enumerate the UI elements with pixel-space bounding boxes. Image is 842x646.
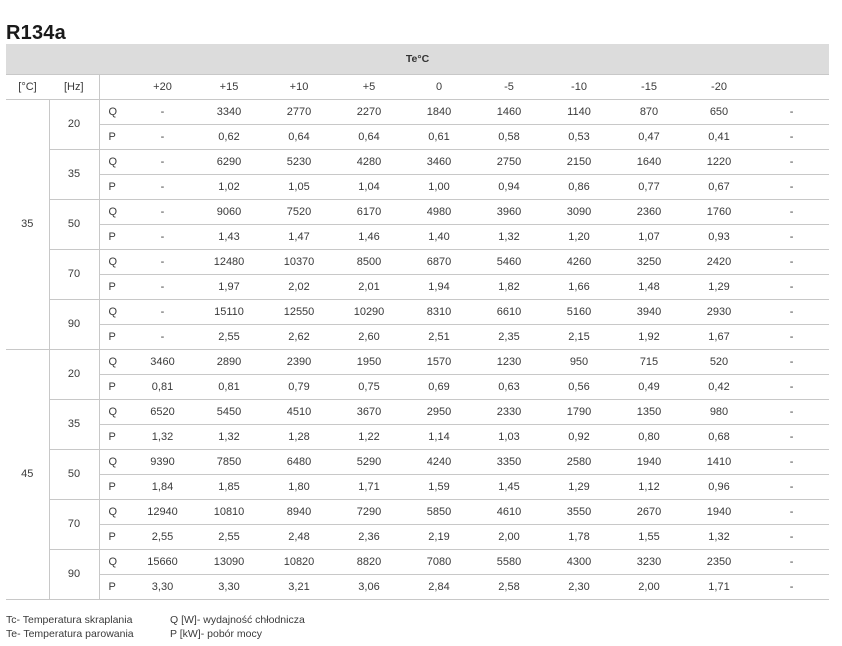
table-row	[6, 175, 829, 200]
value-cell: 3340	[194, 100, 264, 125]
value-cell: 3460	[404, 150, 474, 175]
value-cell: 8940	[264, 500, 334, 525]
value-type-cell: P	[99, 375, 131, 400]
table-row	[6, 475, 829, 500]
value-cell: 5290	[334, 450, 404, 475]
value-cell: 2930	[684, 300, 754, 325]
value-cell: 4300	[544, 550, 614, 575]
value-cell: 0,81	[194, 375, 264, 400]
table-row	[6, 525, 829, 550]
te-header: Te°C	[6, 44, 829, 75]
table-row	[6, 200, 829, 225]
value-cell: 1,05	[264, 175, 334, 200]
value-type-cell: P	[99, 575, 131, 600]
value-cell: 2580	[544, 450, 614, 475]
value-cell: 10810	[194, 500, 264, 525]
tc-unit-header: [°C]	[6, 75, 49, 100]
value-cell: 8500	[334, 250, 404, 275]
table-row	[6, 350, 829, 375]
te-col-header: +15	[194, 75, 264, 100]
value-cell: 1,59	[404, 475, 474, 500]
value-cell: 1350	[614, 400, 684, 425]
value-cell: 0,68	[684, 425, 754, 450]
value-cell: 0,63	[474, 375, 544, 400]
value-cell: 6290	[194, 150, 264, 175]
value-cell: 950	[544, 350, 614, 375]
value-cell: 0,42	[684, 375, 754, 400]
value-cell: 7850	[194, 450, 264, 475]
value-cell: 980	[684, 400, 754, 425]
value-cell: 0,64	[264, 125, 334, 150]
hz-cell: 70	[49, 250, 99, 300]
legend-p: P [kW]- pobór mocy	[170, 628, 262, 640]
table-row	[6, 500, 829, 525]
value-type-cell: P	[99, 225, 131, 250]
value-cell: 2,51	[404, 325, 474, 350]
value-cell: 0,64	[334, 125, 404, 150]
value-cell: -	[754, 575, 829, 600]
te-col-header: -15	[614, 75, 684, 100]
value-type-cell: P	[99, 425, 131, 450]
value-cell: 1,84	[131, 475, 194, 500]
value-type-cell: Q	[99, 150, 131, 175]
value-cell: 6480	[264, 450, 334, 475]
value-cell: 5230	[264, 150, 334, 175]
value-cell: 2,01	[334, 275, 404, 300]
value-cell: 1,00	[404, 175, 474, 200]
value-cell: 1,40	[404, 225, 474, 250]
value-cell: 1950	[334, 350, 404, 375]
value-cell: 4260	[544, 250, 614, 275]
hz-cell: 20	[49, 100, 99, 150]
value-cell: 1940	[684, 500, 754, 525]
value-type-cell: Q	[99, 100, 131, 125]
value-cell: 4280	[334, 150, 404, 175]
value-cell: 2,36	[334, 525, 404, 550]
table-row	[6, 125, 829, 150]
table-row	[6, 400, 829, 425]
value-cell: -	[754, 525, 829, 550]
tc-group-cell: 35	[6, 100, 49, 350]
value-cell: 0,86	[544, 175, 614, 200]
te-col-header: -10	[544, 75, 614, 100]
value-cell: -	[754, 450, 829, 475]
value-cell: 12480	[194, 250, 264, 275]
type-header	[99, 75, 131, 100]
legend-te: Te- Temperatura parowania	[6, 628, 134, 640]
te-col-header: +10	[264, 75, 334, 100]
value-cell: 1,97	[194, 275, 264, 300]
value-cell: 2150	[544, 150, 614, 175]
table-row	[6, 275, 829, 300]
value-cell: 2770	[264, 100, 334, 125]
value-cell: 8310	[404, 300, 474, 325]
tc-group-cell: 45	[6, 350, 49, 600]
value-cell: 2,00	[474, 525, 544, 550]
hz-cell: 90	[49, 300, 99, 350]
value-cell: 1,85	[194, 475, 264, 500]
value-cell: 0,61	[404, 125, 474, 150]
value-cell: 0,56	[544, 375, 614, 400]
value-cell: 3460	[131, 350, 194, 375]
value-cell: 2890	[194, 350, 264, 375]
value-cell: 4610	[474, 500, 544, 525]
table-row	[6, 300, 829, 325]
hz-cell: 50	[49, 200, 99, 250]
value-cell: 1,14	[404, 425, 474, 450]
table-row	[6, 325, 829, 350]
value-cell: -	[131, 100, 194, 125]
value-cell: -	[754, 200, 829, 225]
value-cell: -	[754, 175, 829, 200]
value-cell: 3230	[614, 550, 684, 575]
value-cell: 1,20	[544, 225, 614, 250]
value-cell: 1,47	[264, 225, 334, 250]
value-cell: 870	[614, 100, 684, 125]
value-cell: 0,81	[131, 375, 194, 400]
value-cell: 0,62	[194, 125, 264, 150]
value-cell: 1,29	[684, 275, 754, 300]
value-cell: 1,29	[544, 475, 614, 500]
hz-cell: 35	[49, 400, 99, 450]
value-cell: 8820	[334, 550, 404, 575]
value-cell: 520	[684, 350, 754, 375]
value-cell: 1640	[614, 150, 684, 175]
value-cell: 1,22	[334, 425, 404, 450]
value-cell: 4510	[264, 400, 334, 425]
value-cell: 0,67	[684, 175, 754, 200]
value-cell: 5450	[194, 400, 264, 425]
value-cell: 2390	[264, 350, 334, 375]
hz-cell: 50	[49, 450, 99, 500]
value-cell: 2,84	[404, 575, 474, 600]
value-cell: 0,69	[404, 375, 474, 400]
value-cell: 0,49	[614, 375, 684, 400]
hz-cell: 20	[49, 350, 99, 400]
value-cell: -	[131, 325, 194, 350]
value-cell: 3670	[334, 400, 404, 425]
value-cell: -	[131, 300, 194, 325]
value-cell: 5460	[474, 250, 544, 275]
value-cell: 7520	[264, 200, 334, 225]
value-cell: 1,04	[334, 175, 404, 200]
value-cell: -	[754, 225, 829, 250]
value-cell: -	[131, 125, 194, 150]
value-cell: 2420	[684, 250, 754, 275]
hz-cell: 35	[49, 150, 99, 200]
legend-tc: Tc- Temperatura skraplania	[6, 614, 133, 626]
table-row	[6, 100, 829, 125]
value-cell: -	[754, 350, 829, 375]
value-cell: 1,46	[334, 225, 404, 250]
hz-cell: 90	[49, 550, 99, 600]
value-cell: 13090	[194, 550, 264, 575]
value-cell: 10370	[264, 250, 334, 275]
value-cell: -	[754, 125, 829, 150]
value-cell: -	[131, 175, 194, 200]
value-cell: 5850	[404, 500, 474, 525]
value-cell: 7080	[404, 550, 474, 575]
value-cell: 1,78	[544, 525, 614, 550]
te-col-header: 0	[404, 75, 474, 100]
value-cell: -	[754, 425, 829, 450]
value-cell: 2,19	[404, 525, 474, 550]
value-cell: 5160	[544, 300, 614, 325]
value-cell: -	[754, 300, 829, 325]
value-cell: 1,67	[684, 325, 754, 350]
hz-cell: 70	[49, 500, 99, 550]
te-col-header	[754, 75, 829, 100]
te-col-header: +5	[334, 75, 404, 100]
value-cell: 2,62	[264, 325, 334, 350]
value-cell: 2670	[614, 500, 684, 525]
value-type-cell: Q	[99, 300, 131, 325]
value-cell: 650	[684, 100, 754, 125]
value-cell: 1940	[614, 450, 684, 475]
table-row	[6, 450, 829, 475]
value-cell: 2360	[614, 200, 684, 225]
value-cell: 2,35	[474, 325, 544, 350]
table-row	[6, 375, 829, 400]
value-cell: -	[131, 200, 194, 225]
value-cell: -	[754, 250, 829, 275]
value-cell: 1,03	[474, 425, 544, 450]
value-cell: 6520	[131, 400, 194, 425]
value-type-cell: Q	[99, 200, 131, 225]
value-cell: 1,28	[264, 425, 334, 450]
value-cell: 1,32	[194, 425, 264, 450]
value-cell: 1,02	[194, 175, 264, 200]
te-col-header: -5	[474, 75, 544, 100]
value-cell: 5580	[474, 550, 544, 575]
value-cell: -	[754, 325, 829, 350]
value-cell: 1,07	[614, 225, 684, 250]
value-cell: 1410	[684, 450, 754, 475]
value-cell: 2,55	[194, 525, 264, 550]
value-type-cell: Q	[99, 550, 131, 575]
value-cell: 1,66	[544, 275, 614, 300]
value-type-cell: P	[99, 475, 131, 500]
value-cell: 7290	[334, 500, 404, 525]
value-type-cell: Q	[99, 500, 131, 525]
value-cell: -	[754, 400, 829, 425]
value-cell: 1,32	[684, 525, 754, 550]
value-type-cell: P	[99, 525, 131, 550]
table-row	[6, 575, 829, 600]
value-cell: 12550	[264, 300, 334, 325]
value-cell: 2,15	[544, 325, 614, 350]
value-cell: 2330	[474, 400, 544, 425]
value-cell: 0,41	[684, 125, 754, 150]
value-cell: 3940	[614, 300, 684, 325]
value-cell: 2,02	[264, 275, 334, 300]
value-cell: 3,21	[264, 575, 334, 600]
value-cell: 9390	[131, 450, 194, 475]
value-cell: 1460	[474, 100, 544, 125]
table-row	[6, 225, 829, 250]
value-cell: -	[754, 475, 829, 500]
value-cell: 0,77	[614, 175, 684, 200]
value-cell: 2,55	[194, 325, 264, 350]
value-type-cell: Q	[99, 250, 131, 275]
value-cell: 1,71	[684, 575, 754, 600]
performance-table	[6, 44, 829, 600]
table-row	[6, 425, 829, 450]
value-cell: 3250	[614, 250, 684, 275]
value-cell: 0,47	[614, 125, 684, 150]
value-cell: 1,32	[131, 425, 194, 450]
value-cell: 1,32	[474, 225, 544, 250]
value-type-cell: P	[99, 325, 131, 350]
value-cell: 0,80	[614, 425, 684, 450]
value-cell: 2,60	[334, 325, 404, 350]
table-body	[6, 44, 829, 600]
value-cell: 0,75	[334, 375, 404, 400]
value-cell: 6610	[474, 300, 544, 325]
value-cell: 1140	[544, 100, 614, 125]
value-cell: -	[754, 500, 829, 525]
value-type-cell: P	[99, 175, 131, 200]
column-header-row	[6, 75, 829, 100]
value-cell: 1,55	[614, 525, 684, 550]
value-cell: -	[754, 550, 829, 575]
value-type-cell: Q	[99, 400, 131, 425]
value-cell: 0,96	[684, 475, 754, 500]
te-header-row	[6, 44, 829, 75]
hz-unit-header: [Hz]	[49, 75, 99, 100]
value-cell: 2,58	[474, 575, 544, 600]
value-cell: 1760	[684, 200, 754, 225]
value-cell: -	[131, 275, 194, 300]
value-cell: 9060	[194, 200, 264, 225]
value-cell: 0,93	[684, 225, 754, 250]
value-cell: 0,58	[474, 125, 544, 150]
te-col-header: +20	[131, 75, 194, 100]
value-cell: 2950	[404, 400, 474, 425]
value-cell: -	[754, 150, 829, 175]
value-cell: 1,94	[404, 275, 474, 300]
value-cell: 1,71	[334, 475, 404, 500]
page-title: R134a	[6, 22, 66, 44]
value-cell: 1790	[544, 400, 614, 425]
value-cell: 2350	[684, 550, 754, 575]
value-cell: -	[131, 250, 194, 275]
value-cell: 1840	[404, 100, 474, 125]
value-cell: 1,43	[194, 225, 264, 250]
table-row	[6, 250, 829, 275]
value-cell: 3,30	[194, 575, 264, 600]
value-cell: -	[131, 225, 194, 250]
value-cell: 3550	[544, 500, 614, 525]
te-col-header: -20	[684, 75, 754, 100]
value-cell: 4980	[404, 200, 474, 225]
table-row	[6, 550, 829, 575]
value-cell: 2,48	[264, 525, 334, 550]
value-cell: 2750	[474, 150, 544, 175]
value-type-cell: Q	[99, 350, 131, 375]
value-cell: 12940	[131, 500, 194, 525]
value-cell: 0,79	[264, 375, 334, 400]
value-cell: 2270	[334, 100, 404, 125]
value-cell: 3,06	[334, 575, 404, 600]
value-cell: 0,94	[474, 175, 544, 200]
value-cell: -	[754, 275, 829, 300]
value-cell: 2,30	[544, 575, 614, 600]
value-cell: 15110	[194, 300, 264, 325]
value-cell: 10290	[334, 300, 404, 325]
value-cell: 4240	[404, 450, 474, 475]
value-cell: 2,00	[614, 575, 684, 600]
value-cell: 15660	[131, 550, 194, 575]
value-cell: 6870	[404, 250, 474, 275]
value-cell: 1,80	[264, 475, 334, 500]
value-type-cell: P	[99, 125, 131, 150]
value-cell: 1220	[684, 150, 754, 175]
value-cell: -	[754, 100, 829, 125]
value-cell: 1230	[474, 350, 544, 375]
value-cell: 10820	[264, 550, 334, 575]
value-cell: 1570	[404, 350, 474, 375]
value-cell: 0,53	[544, 125, 614, 150]
value-type-cell: Q	[99, 450, 131, 475]
value-cell: 2,55	[131, 525, 194, 550]
value-cell: 3090	[544, 200, 614, 225]
legend-q: Q [W]- wydajność chłodnicza	[170, 614, 305, 626]
value-cell: 715	[614, 350, 684, 375]
value-cell: -	[131, 150, 194, 175]
value-cell: 1,45	[474, 475, 544, 500]
value-cell: 1,82	[474, 275, 544, 300]
value-cell: 3960	[474, 200, 544, 225]
value-cell: 6170	[334, 200, 404, 225]
value-cell: 1,48	[614, 275, 684, 300]
value-cell: 3350	[474, 450, 544, 475]
value-cell: 0,92	[544, 425, 614, 450]
value-type-cell: P	[99, 275, 131, 300]
value-cell: 1,92	[614, 325, 684, 350]
value-cell: 3,30	[131, 575, 194, 600]
table-row	[6, 150, 829, 175]
value-cell: -	[754, 375, 829, 400]
value-cell: 1,12	[614, 475, 684, 500]
